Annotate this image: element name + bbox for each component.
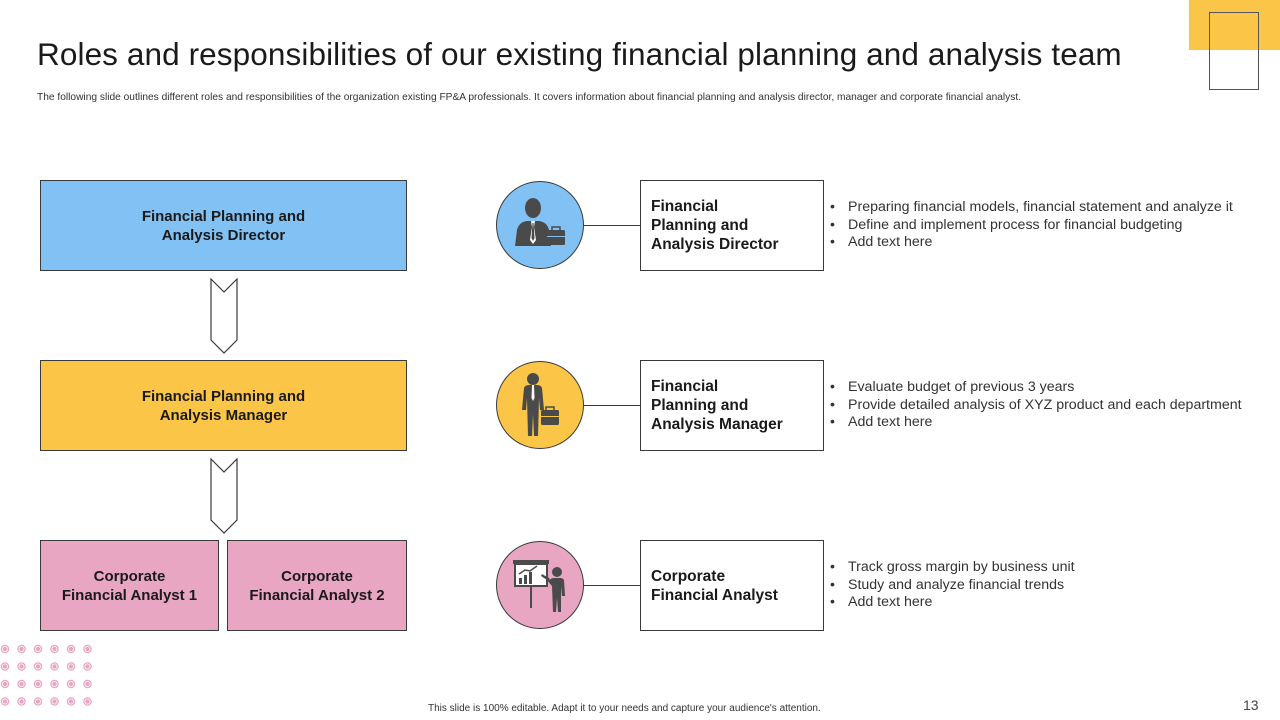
decorative-dot-fill — [52, 682, 56, 686]
analyst-2-box[interactable] — [227, 540, 407, 631]
decorative-dot-fill — [36, 647, 40, 651]
page-number: 13 — [1243, 697, 1259, 713]
responsibility-list-analyst — [828, 559, 1075, 612]
footer-note: This slide is 100% editable. Adapt it to your needs and capture your audience's attention. — [428, 703, 821, 714]
decorative-dot-fill — [69, 682, 73, 686]
decorative-dot-fill — [85, 699, 89, 703]
decorative-dot-fill — [3, 647, 7, 651]
list-item: • Add text here — [828, 594, 1075, 612]
connector-line — [584, 585, 641, 586]
role-name: Financial Planning and Analysis Manager — [651, 378, 783, 433]
decorative-dot-fill — [69, 647, 73, 651]
analyst-1-label: Corporate Financial Analyst 1 — [61, 567, 198, 604]
down-arrow-icon — [210, 278, 238, 354]
role-name: Financial Planning and Analysis Director — [651, 198, 779, 253]
analyst-icon-circle — [496, 541, 584, 629]
down-arrow-icon — [210, 458, 238, 534]
list-item: • Define and implement process for financial budgeting — [828, 217, 1233, 235]
decorative-dot-fill — [3, 699, 7, 703]
decorative-dot-fill — [36, 699, 40, 703]
decorative-dot-fill — [52, 664, 56, 668]
responsibility-list-manager — [828, 379, 1242, 432]
page-subtitle: The following slide outlines different roles and responsibilities of the organization existing FP&A professionals. It covers information about financial planning and analysis director, manager and corporate financial analyst. — [37, 92, 1022, 103]
decorative-dot-fill — [85, 647, 89, 651]
presenter-chart-icon — [507, 552, 573, 618]
decorative-dot-fill — [69, 664, 73, 668]
decorative-dot-fill — [36, 664, 40, 668]
list-item: • Add text here — [828, 414, 1242, 432]
director-box[interactable] — [40, 180, 407, 271]
role-box-analyst[interactable] — [640, 540, 824, 631]
decorative-dot-fill — [52, 647, 56, 651]
decorative-dot-fill — [19, 699, 23, 703]
decorative-dot-fill — [19, 647, 23, 651]
decorative-dot-fill — [3, 664, 7, 668]
manager-box[interactable] — [40, 360, 407, 451]
connector-line — [584, 405, 641, 406]
responsibility-list-director — [828, 199, 1233, 252]
manager-label: Financial Planning and Analysis Manager — [141, 387, 306, 424]
list-item: • Study and analyze financial trends — [828, 577, 1075, 595]
decorative-dot-fill — [36, 682, 40, 686]
role-name: Corporate Financial Analyst — [651, 567, 778, 604]
analyst-1-box[interactable] — [40, 540, 219, 631]
decorative-dot-fill — [3, 682, 7, 686]
list-item: • Evaluate budget of previous 3 years — [828, 379, 1242, 397]
list-item: • Provide detailed analysis of XYZ product and each department — [828, 397, 1242, 415]
corner-outline-frame — [1209, 12, 1259, 90]
decorative-dot-fill — [85, 664, 89, 668]
list-item: • Preparing financial models, financial statement and analyze it — [828, 199, 1233, 217]
director-label: Financial Planning and Analysis Director — [141, 207, 306, 244]
list-item: • Track gross margin by business unit — [828, 559, 1075, 577]
manager-icon-circle — [496, 361, 584, 449]
decorative-dot-fill — [69, 699, 73, 703]
page-title: Roles and responsibilities of our existing financial planning and analysis team — [37, 36, 1122, 72]
standing-man-briefcase-icon — [509, 370, 571, 440]
analyst-2-label: Corporate Financial Analyst 2 — [249, 567, 385, 604]
connector-line — [584, 225, 641, 226]
director-icon-circle — [496, 181, 584, 269]
decorative-dot-grid — [0, 643, 100, 713]
role-box-director[interactable] — [640, 180, 824, 271]
decorative-dot-fill — [19, 682, 23, 686]
decorative-dot-fill — [19, 664, 23, 668]
list-item: • Add text here — [828, 234, 1233, 252]
decorative-dot-fill — [85, 682, 89, 686]
role-box-manager[interactable] — [640, 360, 824, 451]
decorative-dot-fill — [52, 699, 56, 703]
businessman-briefcase-icon — [509, 194, 571, 256]
